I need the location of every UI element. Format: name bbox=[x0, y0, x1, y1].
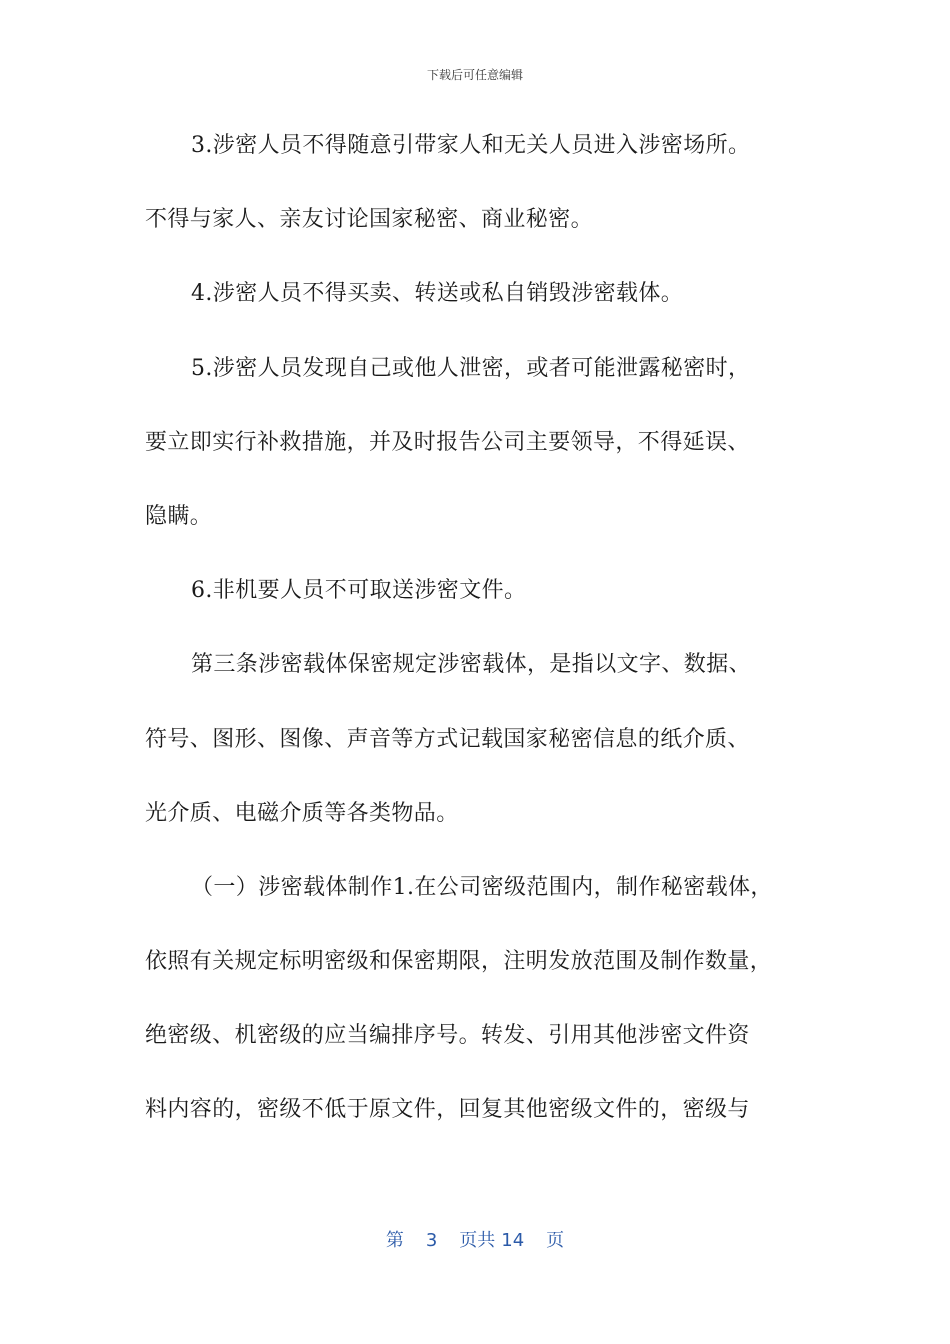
paragraph-line: 5.涉密人员发现自己或他人泄密，或者可能泄露秘密时， bbox=[191, 355, 751, 381]
document-body bbox=[145, 124, 815, 1163]
paragraph-line: 光介质、电磁介质等各类物品。 bbox=[145, 800, 459, 826]
footer-ye: 页 bbox=[546, 1230, 565, 1251]
paragraph-line: （一）涉密载体制作1.在公司密级范围内，制作秘密载体， bbox=[191, 874, 773, 900]
current-page-number: 3 bbox=[425, 1230, 438, 1251]
total-page-count: 14 bbox=[501, 1230, 525, 1251]
paragraph-line: 3.涉密人员不得随意引带家人和无关人员进入涉密场所。 bbox=[191, 133, 751, 158]
footer-ye-gong: 页共 bbox=[459, 1230, 496, 1251]
footer-di: 第 bbox=[385, 1230, 404, 1251]
page-footer bbox=[0, 1226, 950, 1252]
paragraph-line: 隐瞒。 bbox=[145, 503, 213, 529]
paragraph-line: 4.涉密人员不得买卖、转送或私自销毁涉密载体。 bbox=[191, 281, 684, 307]
paragraph-line: 符号、图形、图像、声音等方式记载国家秘密信息的纸介质、 bbox=[145, 726, 750, 752]
paragraph-line: 依照有关规定标明密级和保密期限，注明发放范围及制作数量， bbox=[145, 949, 773, 975]
paragraph-line: 要立即实行补救措施，并及时报告公司主要领导，不得延误、 bbox=[145, 429, 750, 455]
page-header: 下载后可任意编辑 bbox=[426, 68, 523, 82]
paragraph-line: 料内容的，密级不低于原文件，回复其他密级文件的，密级与 bbox=[145, 1097, 750, 1123]
paragraph-line: 6.非机要人员不可取送涉密文件。 bbox=[191, 578, 527, 604]
paragraph-line: 不得与家人、亲友讨论国家秘密、商业秘密。 bbox=[145, 207, 594, 233]
paragraph-line: 绝密级、机密级的应当编排序号。转发、引用其他涉密文件资 bbox=[145, 1023, 750, 1049]
paragraph-line: 第三条涉密载体保密规定涉密载体，是指以文字、数据、 bbox=[191, 652, 752, 678]
